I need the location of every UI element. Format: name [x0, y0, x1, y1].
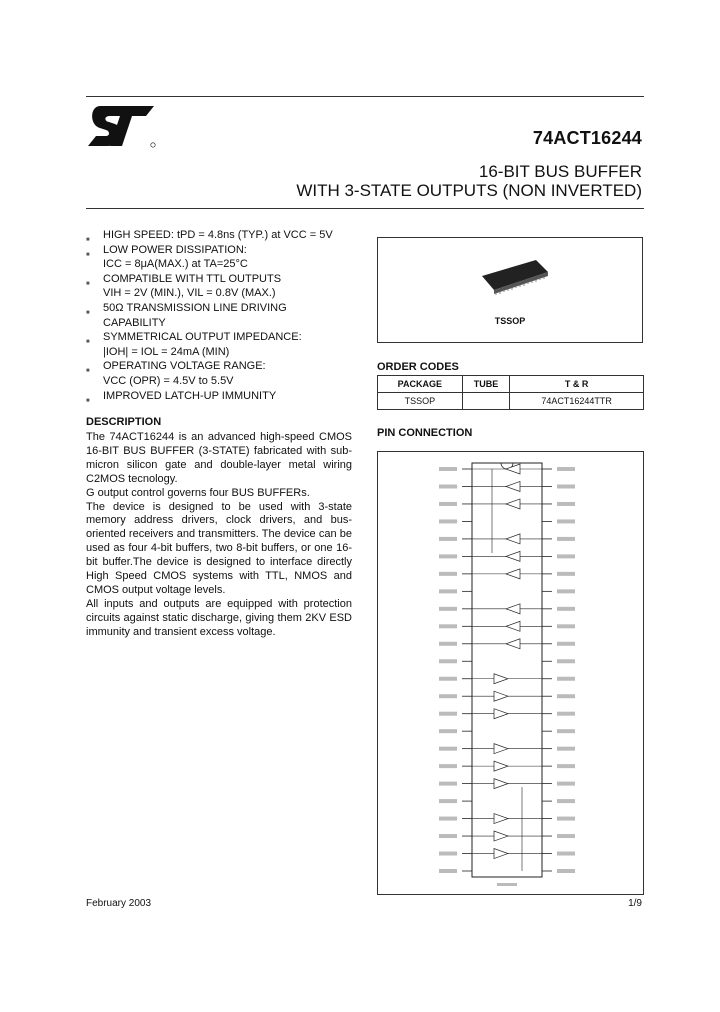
pin-label-right [557, 869, 575, 873]
diagram-caption [497, 883, 517, 886]
buffer-triangle-icon [494, 814, 508, 824]
pin-label-right [557, 729, 575, 733]
pin-label-right [557, 467, 575, 471]
pin-label-left [439, 467, 457, 471]
description-paragraph: The device is designed to be used with 3-state memory address drivers, clock drivers, and bus-oriented receivers and transmitters. The device can be used as four 4-bit buffers, two 8-bit buffers, or one 16-bit buffer.The device is designed to interface directly High Speed CMOS systems with TTL, NMOS and CMOS output voltage levels. [86, 500, 352, 596]
feature-item: VIH = 2V (MIN.), VIL = 0.8V (MAX.) [103, 287, 276, 300]
title-line-2: WITH 3-STATE OUTPUTS (NON INVERTED) [296, 181, 642, 200]
ic-body [472, 463, 542, 877]
buffer-triangle-icon [506, 639, 520, 649]
buffer-triangle-icon [494, 761, 508, 771]
pin-label-left [439, 869, 457, 873]
pin-label-right [557, 519, 575, 523]
feature-list [86, 228, 366, 403]
buffer-triangle-icon [506, 534, 520, 544]
description-paragraph: G output control governs four BUS BUFFERs. [86, 486, 310, 499]
feature-item: CAPABILITY [103, 316, 166, 329]
pin-label-right [557, 554, 575, 558]
pin-label-right [557, 712, 575, 716]
buffer-triangle-icon [494, 674, 508, 684]
st-logo-icon [86, 104, 156, 150]
part-number: 74ACT16244 [532, 128, 642, 148]
feature-item: ■ 50Ω TRANSMISSION LINE DRIVING [86, 301, 287, 316]
pin-label-left [439, 519, 457, 523]
order-codes-table [377, 375, 644, 410]
tssop-chip-icon [478, 258, 550, 296]
buffer-triangle-icon [506, 499, 520, 509]
top-rule [86, 96, 644, 97]
pin-label-right [557, 572, 575, 576]
pin-label-right [557, 642, 575, 646]
feature-item: ■ IMPROVED LATCH-UP IMMUNITY [86, 389, 277, 404]
pin-label-left [439, 484, 457, 488]
buffer-triangle-icon [506, 464, 520, 474]
pin-label-left [439, 554, 457, 558]
pin-label-right [557, 624, 575, 628]
pin-label-right [557, 502, 575, 506]
pin-label-left [439, 659, 457, 663]
column-header: T & R [510, 376, 644, 393]
description-text [86, 431, 352, 640]
feature-item: ICC = 8μA(MAX.) at TA=25°C [103, 258, 248, 271]
column-header: TUBE [462, 376, 510, 393]
feature-item: VCC (OPR) = 4.5V to 5.5V [103, 374, 234, 387]
pin-label-right [557, 747, 575, 751]
pin-label-right [557, 834, 575, 838]
table-cell: TSSOP [378, 393, 463, 410]
pin-label-right [557, 817, 575, 821]
pin-label-left [439, 764, 457, 768]
feature-item: ■ HIGH SPEED: tPD = 4.8ns (TYP.) at VCC = 5V [86, 229, 333, 243]
buffer-triangle-icon [494, 779, 508, 789]
pin-label-right [557, 607, 575, 611]
pin-label-left [439, 677, 457, 681]
pin-label-left [439, 624, 457, 628]
pin-label-right [557, 659, 575, 663]
buffer-triangle-icon [494, 691, 508, 701]
pin-connection-diagram [377, 451, 644, 895]
pin-label-left [439, 799, 457, 803]
buffer-triangle-icon [494, 831, 508, 841]
buffer-triangle-icon [506, 621, 520, 631]
table-cell [462, 393, 510, 410]
description-heading: DESCRIPTION [86, 416, 162, 428]
buffer-triangle-icon [506, 569, 520, 579]
table-row [378, 393, 644, 410]
buffer-triangle-icon [494, 709, 508, 719]
pin-label-right [557, 799, 575, 803]
feature-item: ■ COMPATIBLE WITH TTL OUTPUTS [86, 272, 282, 287]
buffer-triangle-icon [494, 744, 508, 754]
pin-label-left [439, 747, 457, 751]
pin-label-right [557, 677, 575, 681]
pin-label-left [439, 537, 457, 541]
pin-label-left [439, 572, 457, 576]
description-paragraph: All inputs and outputs are equipped with protection circuits against static discharge, giving them 2KV ESD immunity and transient excess voltage. [86, 597, 352, 638]
feature-item: |IOH| = IOL = 24mA (MIN) [103, 345, 230, 358]
pin-label-left [439, 642, 457, 646]
feature-item: ■ LOW POWER DISSIPATION: [86, 243, 247, 258]
pin-label-left [439, 817, 457, 821]
pin-label-left [439, 607, 457, 611]
pin-label-left [439, 712, 457, 716]
footer-page-number: 1/9 [628, 898, 642, 909]
feature-item: ■ SYMMETRICAL OUTPUT IMPEDANCE: [86, 331, 302, 346]
title-rule [86, 208, 644, 209]
footer-date: February 2003 [86, 898, 152, 909]
pin-label-right [557, 589, 575, 593]
buffer-triangle-icon [506, 481, 520, 491]
column-header: PACKAGE [378, 376, 463, 393]
pin-label-left [439, 729, 457, 733]
title-line-1: 16-BIT BUS BUFFER [478, 162, 642, 181]
pin-label-left [439, 782, 457, 786]
pin-label-right [557, 782, 575, 786]
pin-label-left [439, 852, 457, 856]
pin-label-right [557, 852, 575, 856]
table-cell: 74ACT16244TTR [510, 393, 644, 410]
package-name: TSSOP [494, 316, 526, 326]
pin-label-left [439, 694, 457, 698]
pin-connection-heading: PIN CONNECTION [377, 427, 473, 439]
buffer-triangle-icon [506, 551, 520, 561]
order-codes-heading: ORDER CODES [377, 361, 459, 373]
buffer-triangle-icon [506, 604, 520, 614]
pin-label-left [439, 502, 457, 506]
pin-label-right [557, 484, 575, 488]
buffer-triangle-icon [494, 849, 508, 859]
pin-label-left [439, 589, 457, 593]
pin-label-left [439, 834, 457, 838]
pin-label-right [557, 694, 575, 698]
description-paragraph: The 74ACT16244 is an advanced high-speed CMOS 16-BIT BUS BUFFER (3-STATE) fabricated with sub-micron silicon gate and double-layer metal wiring C2MOS tecnology. [86, 431, 352, 485]
pin-label-right [557, 537, 575, 541]
pin-label-right [557, 764, 575, 768]
feature-item: ■ OPERATING VOLTAGE RANGE: [86, 360, 266, 375]
